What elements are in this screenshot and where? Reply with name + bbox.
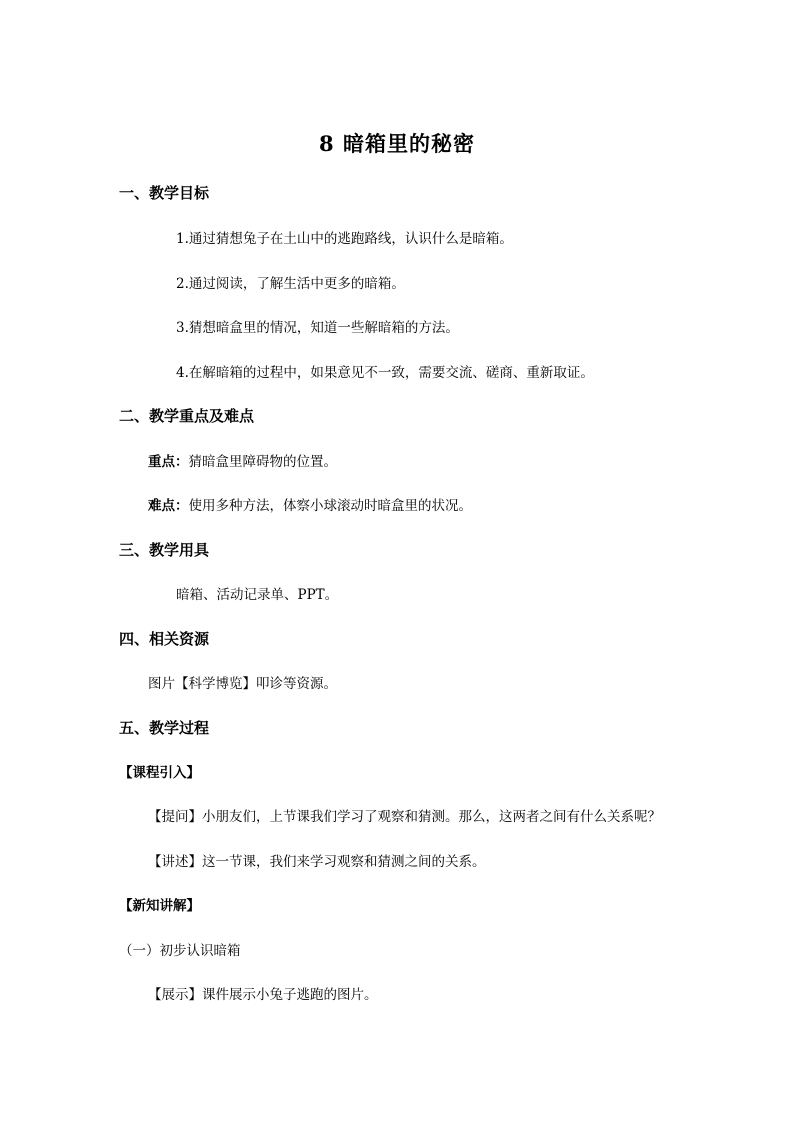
section-heading-tools: 三、教学用具 xyxy=(119,541,210,559)
subheading-new-knowledge: 【新知讲解】 xyxy=(119,898,200,914)
goal-item-2: 2.通过阅读，了解生活中更多的暗箱。 xyxy=(176,276,405,292)
difficult-point-text: 使用多种方法，体察小球滚动时暗盒里的状况。 xyxy=(188,498,472,514)
show-text: 【展示】课件展示小兔子逃跑的图片。 xyxy=(148,987,378,1003)
section-heading-process: 五、教学过程 xyxy=(119,719,210,737)
tools-text: 暗箱、活动记录单、PPT。 xyxy=(176,587,339,603)
goal-item-4: 4.在解暗箱的过程中，如果意见不一致，需要交流、磋商、重新取证。 xyxy=(176,365,594,381)
section-heading-key-points: 二、教学重点及难点 xyxy=(119,407,255,425)
goal-item-1: 1.通过猜想兔子在土山中的逃跑路线，认识什么是暗箱。 xyxy=(176,231,513,247)
key-point-label: 重点： xyxy=(148,454,189,470)
key-point-line xyxy=(148,452,337,472)
key-point-text: 猜暗盒里障碍物的位置。 xyxy=(188,454,337,470)
document-title: 8 暗箱里的秘密 xyxy=(319,131,475,156)
difficult-point-line xyxy=(148,496,472,516)
section-heading-goals: 一、教学目标 xyxy=(119,184,210,202)
intro-question: 【提问】小朋友们，上节课我们学习了观察和猜测。那么，这两者之间有什么关系呢？ xyxy=(148,809,661,825)
section-heading-resources: 四、相关资源 xyxy=(119,630,210,648)
goal-item-3: 3.猜想暗盒里的情况，知道一些解暗箱的方法。 xyxy=(176,320,459,336)
subheading-intro: 【课程引入】 xyxy=(119,765,200,781)
difficult-point-label: 难点： xyxy=(148,498,189,514)
resources-text: 图片【科学博览】叩诊等资源。 xyxy=(148,676,337,692)
intro-statement: 【讲述】这一节课，我们来学习观察和猜测之间的关系。 xyxy=(148,854,486,870)
part-one-title: （一）初步认识暗箱 xyxy=(119,943,241,959)
